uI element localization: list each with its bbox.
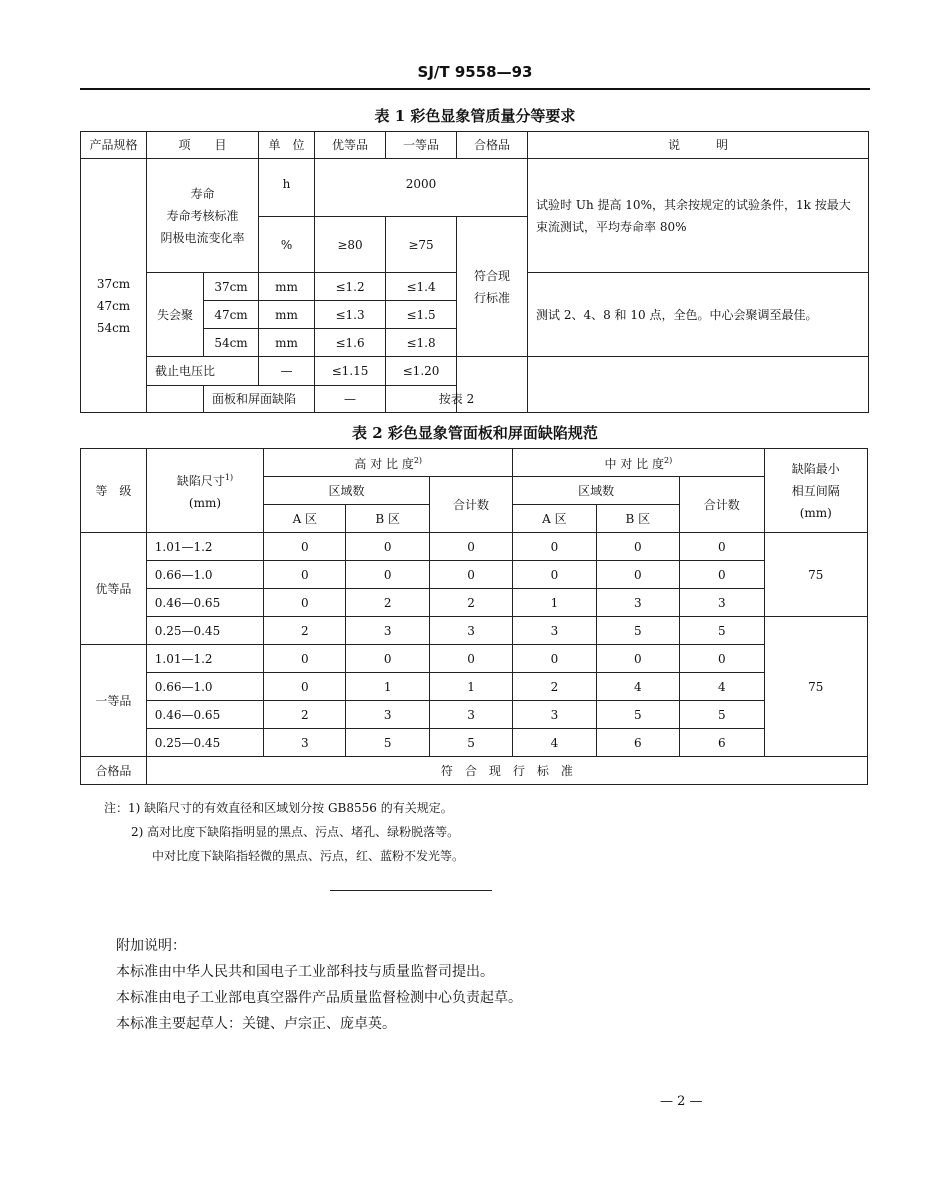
t2-high-total: 合计数 [429, 477, 512, 533]
count-cell-mb: 0 [596, 561, 679, 589]
t1-misconv-size-54: 54cm [204, 329, 259, 357]
table1-caption: 表 1 彩色显象管质量分等要求 [374, 107, 576, 125]
defect-size-cell: 0.46—0.65 [146, 701, 263, 729]
t1-header-item: 项 目 [147, 132, 259, 159]
t1-misconv-size-47: 47cm [204, 301, 259, 329]
spacing-header-text: 缺陷最小相互间隔(mm) [791, 461, 840, 520]
count-cell-ma: 3 [513, 617, 596, 645]
count-cell-hb: 3 [346, 617, 429, 645]
t2-size-header [146, 449, 263, 533]
count-cell-mb: 4 [596, 673, 679, 701]
t1-header-spec: 产品规格 [81, 132, 147, 159]
count-cell-mb: 5 [596, 617, 679, 645]
count-cell-ht: 0 [429, 645, 512, 673]
life-criterion-label: 寿命考核标准 [166, 208, 239, 223]
count-cell-ht: 1 [429, 673, 512, 701]
size-header-sup: 1) [224, 473, 234, 482]
t1-cathode-first: ≥75 [386, 217, 457, 273]
t1-defect-value: 按表 2 [386, 386, 528, 413]
count-cell-ht: 3 [429, 617, 512, 645]
size-header-label: 缺陷尺寸 [176, 474, 225, 488]
grade-cell: 一等品 [81, 645, 147, 757]
appendix [116, 933, 522, 1037]
table-row [81, 617, 868, 645]
t1-misconv-exc-47: ≤1.3 [315, 301, 386, 329]
t1-qualified [457, 217, 528, 357]
t1-misconv-unit-54: mm [259, 329, 315, 357]
t1-misconv-first-47: ≤1.5 [386, 301, 457, 329]
note-2-continued: 中对比度下缺陷指轻微的黑点、污点，红、蓝粉不发光等。 [152, 849, 465, 863]
t1-header-unit: 单 位 [259, 132, 315, 159]
t2-medium-zone: 区域数 [513, 477, 680, 505]
count-cell-ha: 0 [264, 645, 346, 673]
table1 [80, 131, 869, 413]
t1-defect-unit: — [315, 386, 386, 413]
appendix-line-2: 本标准由电子工业部电真空器件产品质量监督检测中心负责起草。 [116, 990, 522, 1006]
note-1: 注：1) 缺陷尺寸的有效直径和区域划分按 GB8556 的有关规定。 [104, 801, 453, 815]
t1-misconv-exc-37: ≤1.2 [315, 273, 386, 301]
note-2: 2) 高对比度下缺陷指明显的黑点、污点、堵孔、绿粉脱落等。 [131, 825, 460, 839]
t2-qualified-grade: 合格品 [81, 757, 147, 785]
count-cell-ha: 0 [264, 561, 346, 589]
t1-misconv-first-37: ≤1.4 [386, 273, 457, 301]
defect-size-cell: 0.66—1.0 [146, 673, 263, 701]
notes [104, 796, 464, 868]
count-cell-hb: 0 [346, 645, 429, 673]
t1-cathode-unit: % [259, 217, 315, 273]
t2-body [81, 533, 868, 757]
count-cell-mt: 3 [680, 589, 765, 617]
page-number: — 2 — [660, 1094, 703, 1109]
count-cell-mb: 0 [596, 645, 679, 673]
t1-header-remark: 说 明 [528, 132, 869, 159]
table-row [81, 701, 868, 729]
table-row [81, 645, 868, 673]
t2-high-zone-b: B 区 [346, 505, 429, 533]
t1-spec-cell [81, 159, 147, 413]
count-cell-ma: 4 [513, 729, 596, 757]
size-header-unit: (mm) [188, 496, 222, 510]
count-cell-ht: 0 [429, 533, 512, 561]
appendix-line-3: 本标准主要起草人：关键、卢宗正、庞卓英。 [116, 1016, 396, 1032]
t1-empty-spec [147, 386, 204, 413]
count-cell-mb: 0 [596, 533, 679, 561]
medium-contrast-label: 中 对 比 度 [604, 457, 664, 471]
t1-misconv-label: 失会聚 [147, 273, 204, 357]
t1-cutoff-first: ≤1.20 [386, 357, 457, 386]
medium-contrast-sup: 2) [664, 456, 673, 465]
count-cell-ht: 3 [429, 701, 512, 729]
count-cell-ha: 0 [264, 673, 346, 701]
t1-misconv-unit-37: mm [259, 273, 315, 301]
t1-misconv-unit-47: mm [259, 301, 315, 329]
t2-medium-contrast [513, 449, 764, 477]
t1-life-value: 2000 [315, 159, 528, 217]
count-cell-ha: 2 [264, 617, 346, 645]
t1-cutoff-label: 截止电压比 [147, 357, 259, 386]
t1-cathode-excellent: ≥80 [315, 217, 386, 273]
t2-medium-total: 合计数 [680, 477, 765, 533]
appendix-title: 附加说明： [116, 938, 186, 954]
cathode-label: 阴极电流变化率 [160, 230, 245, 245]
defect-size-cell: 1.01—1.2 [146, 645, 263, 673]
table-row [81, 673, 868, 701]
t2-high-zone: 区域数 [264, 477, 430, 505]
t1-misconv-first-54: ≤1.8 [386, 329, 457, 357]
table2 [80, 448, 868, 785]
spec-37: 37cm [96, 276, 131, 291]
t1-header-excellent: 优等品 [315, 132, 386, 159]
header-rule [80, 88, 870, 90]
t2-qualified-text: 符 合 现 行 标 准 [146, 757, 867, 785]
count-cell-mt: 6 [680, 729, 765, 757]
high-contrast-label: 高 对 比 度 [354, 457, 414, 471]
t1-misconv-size-37: 37cm [204, 273, 259, 301]
table-row [81, 729, 868, 757]
count-cell-hb: 5 [346, 729, 429, 757]
t2-grade-header: 等 级 [81, 449, 147, 533]
t2-high-zone-a: A 区 [264, 505, 346, 533]
grade-cell: 优等品 [81, 533, 147, 645]
count-cell-ma: 2 [513, 673, 596, 701]
spec-47: 47cm [96, 298, 131, 313]
table2-caption: 表 2 彩色显象管面板和屏面缺陷规范 [352, 424, 598, 442]
t1-cutoff-unit: — [259, 357, 315, 386]
appendix-line-1: 本标准由中华人民共和国电子工业部科技与质量监督司提出。 [116, 964, 494, 980]
table-row [81, 561, 868, 589]
t1-cutoff-excellent: ≤1.15 [315, 357, 386, 386]
t2-medium-zone-a: A 区 [513, 505, 596, 533]
count-cell-ht: 5 [429, 729, 512, 757]
count-cell-mt: 5 [680, 701, 765, 729]
high-contrast-sup: 2) [413, 456, 423, 465]
count-cell-mt: 0 [680, 561, 765, 589]
count-cell-hb: 0 [346, 561, 429, 589]
t1-header-first: 一等品 [386, 132, 457, 159]
t1-misconv-exc-54: ≤1.6 [315, 329, 386, 357]
life-label: 寿命 [190, 186, 215, 201]
qualified-text: 符合现行标准 [474, 268, 511, 305]
defect-size-cell: 1.01—1.2 [146, 533, 263, 561]
count-cell-mt: 0 [680, 533, 765, 561]
count-cell-ma: 1 [513, 589, 596, 617]
standard-number: SJ/T 9558—93 [417, 63, 533, 81]
count-cell-mt: 4 [680, 673, 765, 701]
table-row [81, 533, 868, 561]
count-cell-hb: 0 [346, 533, 429, 561]
count-cell-hb: 2 [346, 589, 429, 617]
end-rule [330, 890, 492, 891]
t2-medium-zone-b: B 区 [596, 505, 679, 533]
t1-header-qualified: 合格品 [457, 132, 528, 159]
defect-size-cell: 0.25—0.45 [146, 617, 263, 645]
spec-54: 54cm [96, 320, 131, 335]
count-cell-hb: 3 [346, 701, 429, 729]
count-cell-mt: 5 [680, 617, 765, 645]
count-cell-ha: 0 [264, 533, 346, 561]
count-cell-ht: 0 [429, 561, 512, 589]
count-cell-mt: 0 [680, 645, 765, 673]
table-row [81, 589, 868, 617]
t1-life-label [147, 159, 259, 273]
t1-misconv-note: 测试 2、4、8 和 10 点，全色。中心会聚调至最佳。 [528, 273, 869, 357]
count-cell-ht: 2 [429, 589, 512, 617]
count-cell-ma: 0 [513, 533, 596, 561]
defect-size-cell: 0.46—0.65 [146, 589, 263, 617]
t1-life-unit: h [259, 159, 315, 217]
count-cell-ha: 3 [264, 729, 346, 757]
t1-empty-remark [528, 357, 869, 413]
count-cell-ma: 0 [513, 645, 596, 673]
count-cell-hb: 1 [346, 673, 429, 701]
count-cell-ha: 0 [264, 589, 346, 617]
count-cell-ha: 2 [264, 701, 346, 729]
t2-high-contrast [264, 449, 513, 477]
t1-life-note: 试验时 Uh 提高 10%，其余按规定的试验条件，1k 按最大束流测试，平均寿命率 80% [528, 159, 869, 273]
t1-defect-label: 面板和屏面缺陷 [204, 386, 315, 413]
count-cell-mb: 3 [596, 589, 679, 617]
count-cell-ma: 0 [513, 561, 596, 589]
spacing-cell: 75 [764, 617, 867, 757]
count-cell-mb: 6 [596, 729, 679, 757]
count-cell-mb: 5 [596, 701, 679, 729]
spacing-cell: 75 [764, 533, 867, 617]
t2-spacing-header [764, 449, 867, 533]
count-cell-ma: 3 [513, 701, 596, 729]
defect-size-cell: 0.66—1.0 [146, 561, 263, 589]
defect-size-cell: 0.25—0.45 [146, 729, 263, 757]
